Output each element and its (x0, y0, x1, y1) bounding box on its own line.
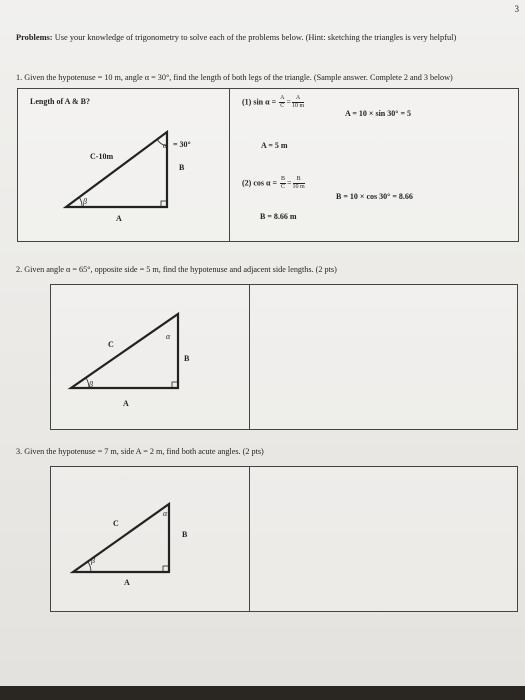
instructions (16, 33, 486, 43)
eq1-frac1-den: C (280, 103, 285, 109)
problem1-triangle (18, 89, 229, 241)
problem1-result-a: A = 5 m (261, 141, 288, 150)
eq2-frac2 (293, 176, 305, 191)
problem1-prompt: Length of A & B? (30, 97, 91, 106)
problem1-answer2: B = 10 × cos 30° = 8.66 (336, 192, 413, 201)
problem1-alpha-value: = 30° (173, 140, 191, 149)
problem2-triangle (51, 285, 249, 429)
problem2-a: A (123, 399, 129, 408)
problem3-b: B (182, 530, 188, 539)
problem2-question: 2. Given angle α = 65°, opposite side = 5 m, find the hypotenuse and adjacent side lengths. (2 pts) (16, 265, 337, 274)
problem3-c: C (113, 519, 119, 528)
problem2-beta: β (89, 380, 93, 389)
problem3-divider (249, 467, 250, 611)
eq1-frac2-den: 10 m (292, 103, 305, 109)
problem2-alpha: α (166, 332, 171, 341)
problem2-box (50, 284, 518, 430)
problem2-b: B (184, 354, 190, 363)
problem1-side-b: B (179, 163, 185, 172)
eq2-frac2-num: B (293, 176, 305, 184)
problem1-answer1: A = 10 × sin 30° = 5 (345, 109, 411, 118)
problem3-box (50, 466, 518, 612)
problem1-side-a: A (116, 214, 122, 223)
eq1-frac1 (279, 95, 285, 110)
problem3-question: 3. Given the hypotenuse = 7 m, side A = 2 m, find both acute angles. (2 pts) (16, 447, 264, 456)
page-number: 3 (514, 4, 519, 14)
problem3-a: A (124, 578, 130, 587)
eq1-prefix: (1) sin α = (242, 97, 277, 107)
problem3-alpha: α (163, 509, 168, 518)
eq2-frac1-den: C (281, 184, 286, 190)
eq2-prefix: (2) cos α = (242, 178, 278, 188)
problem3-beta: β (91, 556, 95, 565)
problem1-eq1: (1) sin α = $\frac{A}{C}$ = $\frac{A}{10 m}$ (242, 95, 305, 109)
problem1-eq2: (2) cos α = $\frac{B}{C}$ = $\frac{B}{10 m}$ (242, 176, 305, 190)
problem1-hyp-label: C-10m (90, 152, 114, 161)
instructions-heading: Problems: (16, 33, 53, 42)
problem1-alpha-label: α (163, 141, 168, 150)
eq1-frac2-num: A (292, 95, 304, 103)
eq1-frac1-num: A (280, 95, 285, 101)
problem1-beta: β (83, 197, 87, 206)
eq2-frac2-den: 10 m (292, 184, 305, 190)
problem1-box (17, 88, 519, 242)
problem1-question: 1. Given the hypotenuse = 10 m, angle α = 30°, find the length of both legs of the triangle. (Sample answer. Complete 2 and 3 below) (16, 73, 453, 82)
instructions-text: Use your knowledge of trigonometry to solve each of the problems below. (Hint: sketching the triangles is very helpful) (54, 33, 457, 42)
problem1-divider (229, 89, 230, 241)
desk-background (0, 686, 525, 700)
eq1-frac2 (292, 95, 304, 110)
eq2-frac1-num: B (281, 176, 286, 182)
problem1-result-b: B = 8.66 m (260, 212, 297, 221)
eq2-frac1 (280, 176, 286, 191)
problem3-triangle (51, 467, 249, 611)
problem2-c: C (108, 340, 114, 349)
problem2-divider (249, 285, 250, 429)
